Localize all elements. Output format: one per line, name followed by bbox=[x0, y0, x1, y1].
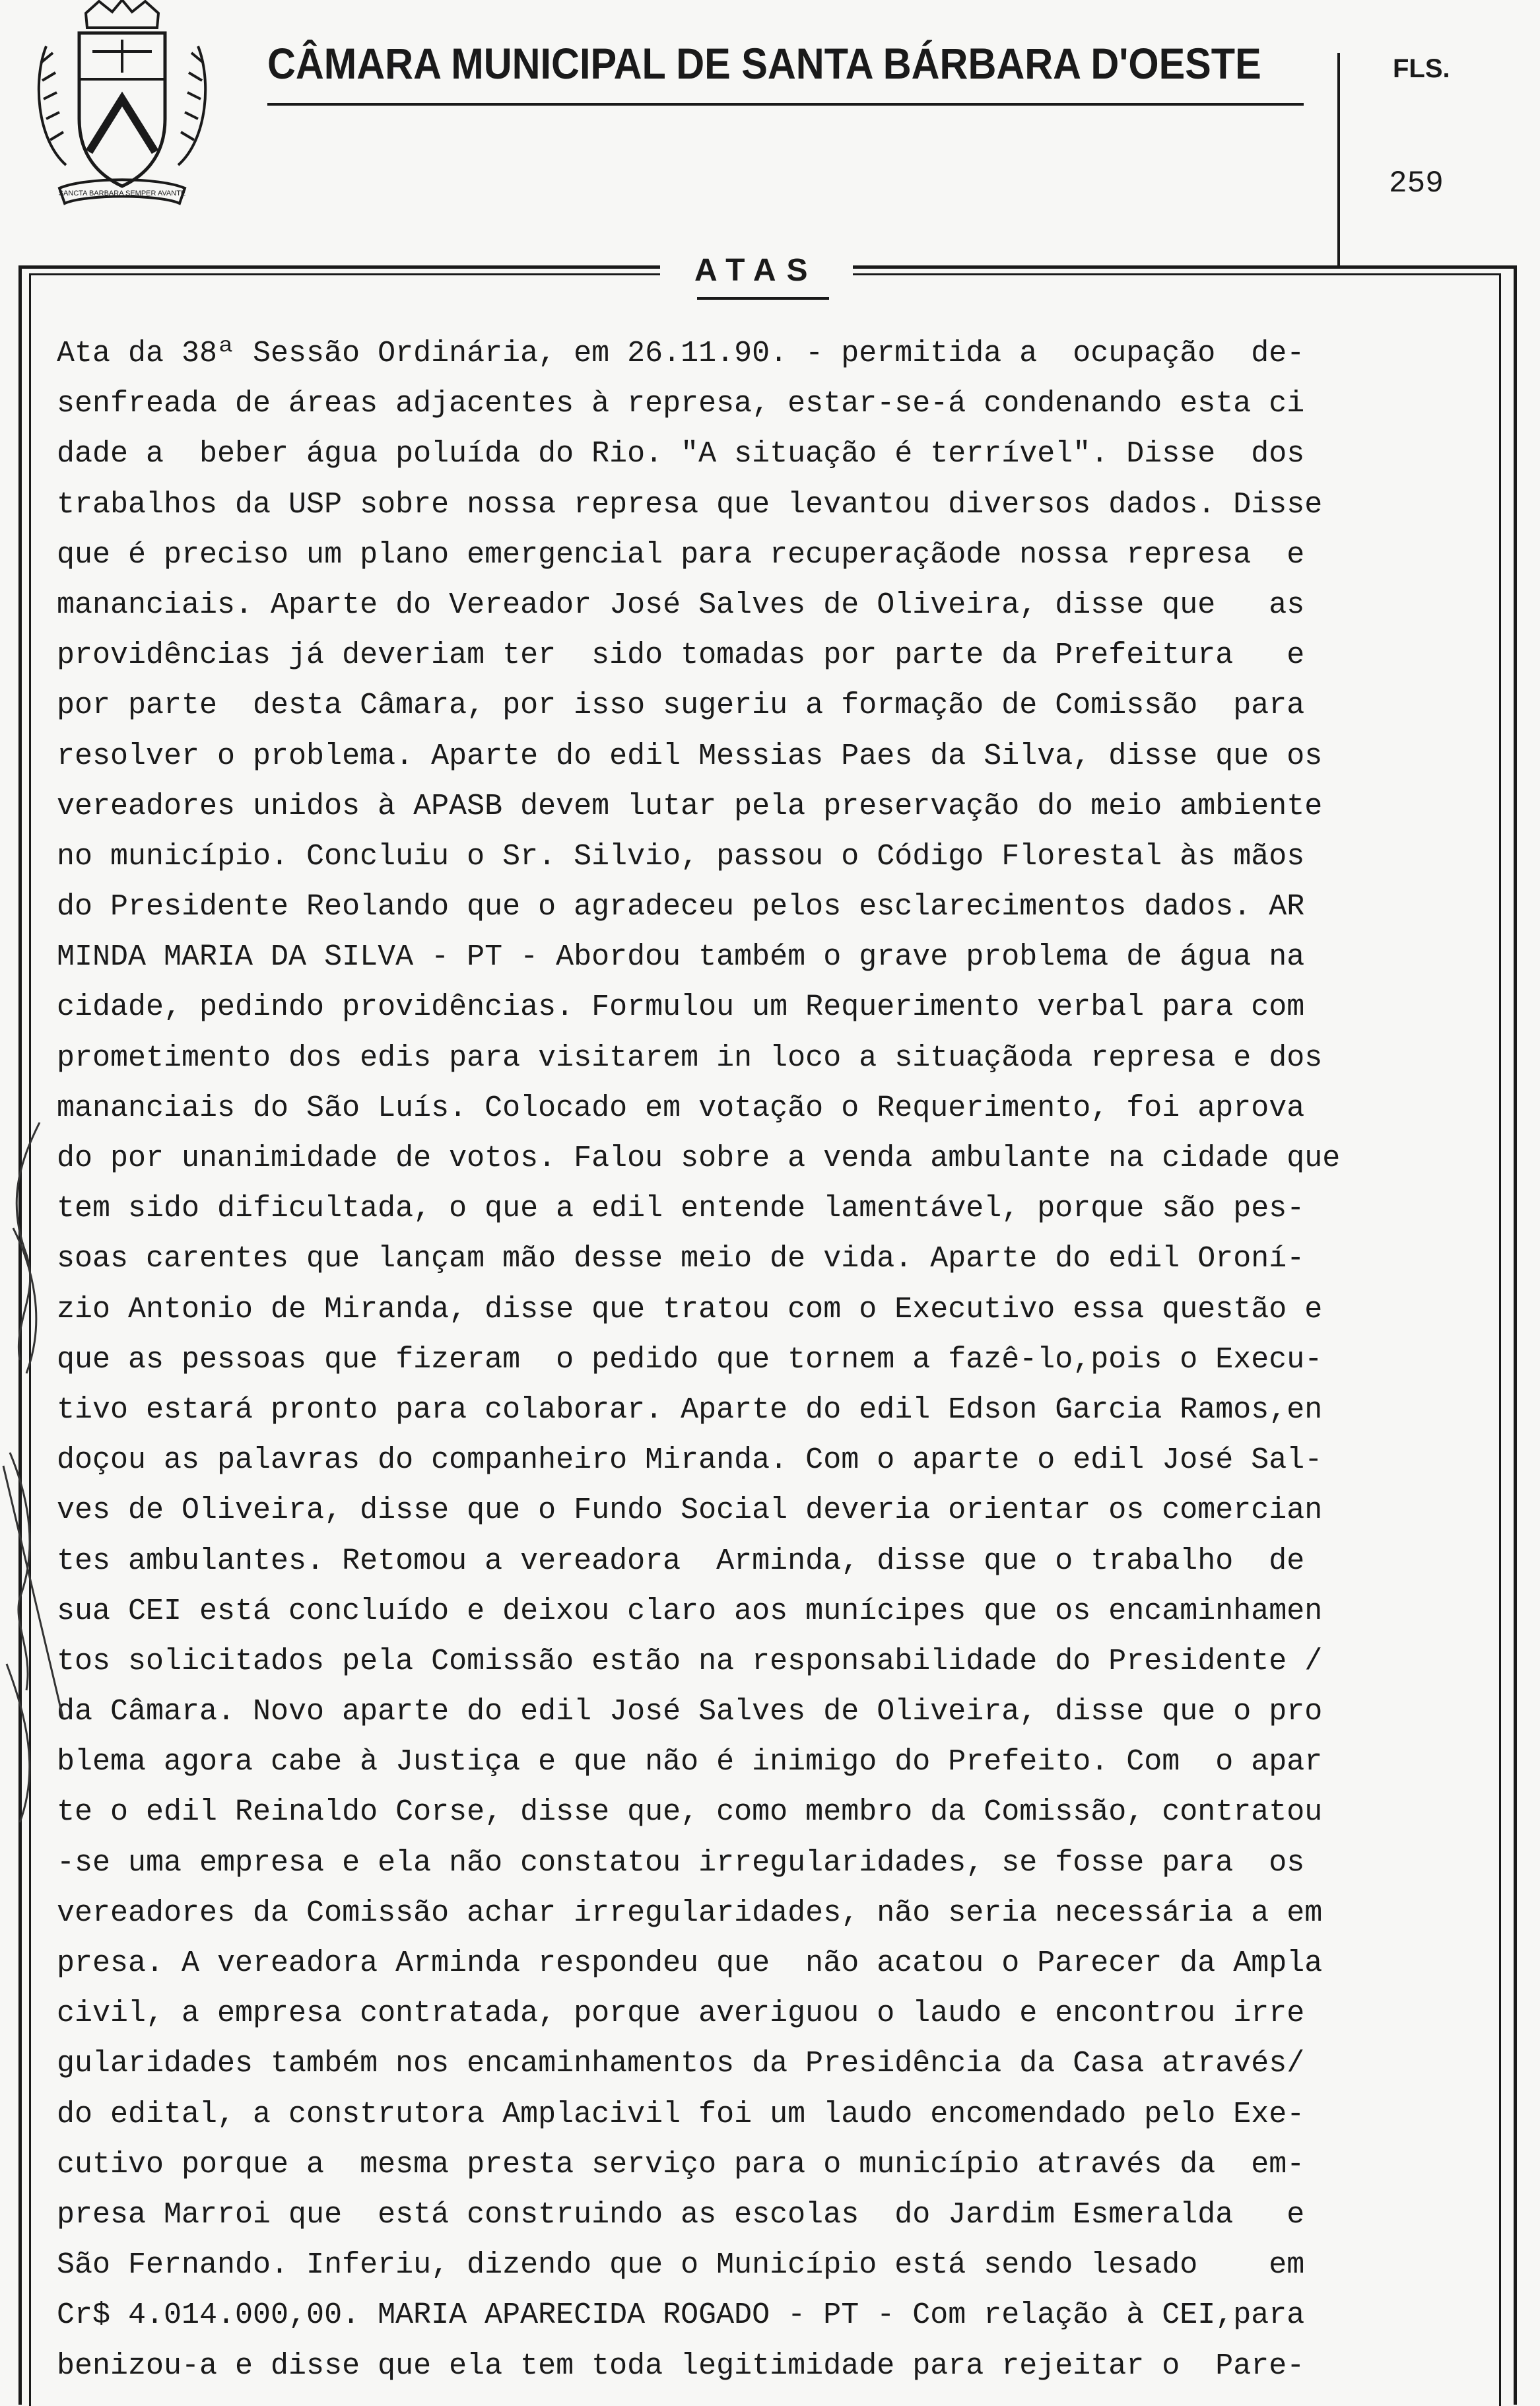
minutes-line: do edital, a construtora Amplacivil foi um laudo encomendado pelo Exe- bbox=[57, 2097, 1305, 2131]
minutes-line: civil, a empresa contratada, porque averiguou o laudo e encontrou irre bbox=[57, 1997, 1305, 2031]
minutes-line: mananciais. Aparte do Vereador José Salves de Oliveira, disse que as bbox=[57, 588, 1305, 622]
minutes-line: tivo estará pronto para colaborar. Aparte do edil Edson Garcia Ramos,en bbox=[57, 1392, 1323, 1427]
minutes-line: Ata da 38ª Sessão Ordinária, em 26.11.90. - permitida a ocupação de- bbox=[57, 337, 1305, 370]
minutes-line: ves de Oliveira, disse que o Fundo Social deveria orientar os comercian bbox=[57, 1494, 1323, 1528]
handwritten-margin-signature bbox=[0, 1122, 73, 1849]
crest-ribbon-text: SANCTA BARBARA SEMPER AVANTE bbox=[58, 189, 186, 197]
minutes-line: sua CEI está concluído e deixou claro aos munícipes que os encaminhamen bbox=[57, 1594, 1323, 1628]
minutes-line: benizou-a e disse que ela tem toda legitimidade para rejeitar o Pare- bbox=[57, 2349, 1305, 2383]
minutes-line: providências já deveriam ter sido tomadas por parte da Prefeitura e bbox=[57, 638, 1305, 673]
minutes-line: resolver o problema. Aparte do edil Messias Paes da Silva, disse que os bbox=[57, 739, 1323, 773]
minutes-line: tos solicitados pela Comissão estão na responsabilidade do Presidente / bbox=[57, 1644, 1323, 1678]
section-underline bbox=[697, 297, 829, 300]
minutes-line: tem sido dificultada, o que a edil entende lamentável, porque são pes- bbox=[57, 1192, 1305, 1226]
minutes-line: blema agora cabe à Justiça e que não é inimigo do Prefeito. Com o apar bbox=[57, 1745, 1323, 1779]
minutes-line: no município. Concluiu o Sr. Silvio, passou o Código Florestal às mãos bbox=[57, 839, 1305, 874]
section-title: ATAS bbox=[660, 252, 853, 289]
minutes-line: Cr$ 4.014.000,00. MARIA APARECIDA ROGADO - PT - Com relação à CEI,para bbox=[57, 2298, 1305, 2333]
minutes-line: senfreada de áreas adjacentes à represa, estar-se-á condenando esta ci bbox=[57, 387, 1305, 421]
minutes-line: São Fernando. Inferiu, dizendo que o Município está sendo lesado em bbox=[57, 2248, 1305, 2283]
minutes-line: doçou as palavras do companheiro Miranda. Com o aparte o edil José Sal- bbox=[57, 1443, 1323, 1478]
minutes-line: vereadores unidos à APASB devem lutar pela preservação do meio ambiente bbox=[57, 789, 1323, 823]
header-divider bbox=[1337, 53, 1340, 265]
minutes-line: zio Antonio de Miranda, disse que tratou com o Executivo essa questão e bbox=[57, 1292, 1323, 1326]
minutes-line: presa Marroi que está construindo as escolas do Jardim Esmeralda e bbox=[57, 2197, 1305, 2232]
title-rule bbox=[267, 103, 1304, 106]
minutes-line: cidade, pedindo providências. Formulou um Requerimento verbal para com bbox=[57, 990, 1305, 1025]
institution-title: CÂMARA MUNICIPAL DE SANTA BÁRBARA D'OESTE bbox=[267, 39, 1261, 88]
minutes-line: soas carentes que lançam mão desse meio de vida. Aparte do edil Oroní- bbox=[57, 1242, 1305, 1276]
minutes-line: por parte desta Câmara, por isso sugeriu a formação de Comissão para bbox=[57, 689, 1305, 723]
coat-of-arms-icon bbox=[26, 0, 218, 215]
sheet-label: FLS. bbox=[1393, 54, 1450, 83]
minutes-line: trabalhos da USP sobre nossa represa que levantou diversos dados. Disse bbox=[57, 487, 1323, 522]
minutes-line: do Presidente Reolando que o agradeceu pelos esclarecimentos dados. AR bbox=[57, 890, 1305, 924]
minutes-line: que as pessoas que fizeram o pedido que tornem a fazê-lo,pois o Execu- bbox=[57, 1342, 1323, 1377]
minutes-line: cutivo porque a mesma presta serviço para o município através da em- bbox=[57, 2147, 1305, 2182]
minutes-line: do por unanimidade de votos. Falou sobre a venda ambulante na cidade que bbox=[57, 1142, 1341, 1175]
minutes-line: tes ambulantes. Retomou a vereadora Arminda, disse que o trabalho de bbox=[57, 1544, 1305, 1578]
minutes-line: -se uma empresa e ela não constatou irregularidades, se fosse para os bbox=[57, 1845, 1305, 1880]
minutes-line: da Câmara. Novo aparte do edil José Salves de Oliveira, disse que o pro bbox=[57, 1695, 1323, 1729]
minutes-line: presa. A vereadora Arminda respondeu que não acatou o Parecer da Ampla bbox=[57, 1946, 1323, 1980]
minutes-line: dade a beber água poluída do Rio. "A situação é terrível". Disse dos bbox=[57, 437, 1305, 471]
minutes-line: te o edil Reinaldo Corse, disse que, como membro da Comissão, contratou bbox=[57, 1795, 1323, 1830]
sheet-number: 259 bbox=[1389, 166, 1444, 201]
minutes-line: MINDA MARIA DA SILVA - PT - Abordou também o grave problema de água na bbox=[57, 940, 1305, 975]
minutes-line: prometimento dos edis para visitarem in loco a situaçãoda represa e dos bbox=[57, 1041, 1323, 1075]
minutes-line: vereadores da Comissão achar irregularidades, não seria necessária a em bbox=[57, 1896, 1323, 1930]
minutes-text bbox=[57, 329, 1469, 2391]
minutes-line: mananciais do São Luís. Colocado em votação o Requerimento, foi aprova bbox=[57, 1091, 1305, 1125]
minutes-line: gularidades também nos encaminhamentos da Presidência da Casa através/ bbox=[57, 2047, 1305, 2081]
minutes-line: que é preciso um plano emergencial para recuperaçãode nossa represa e bbox=[57, 537, 1305, 572]
